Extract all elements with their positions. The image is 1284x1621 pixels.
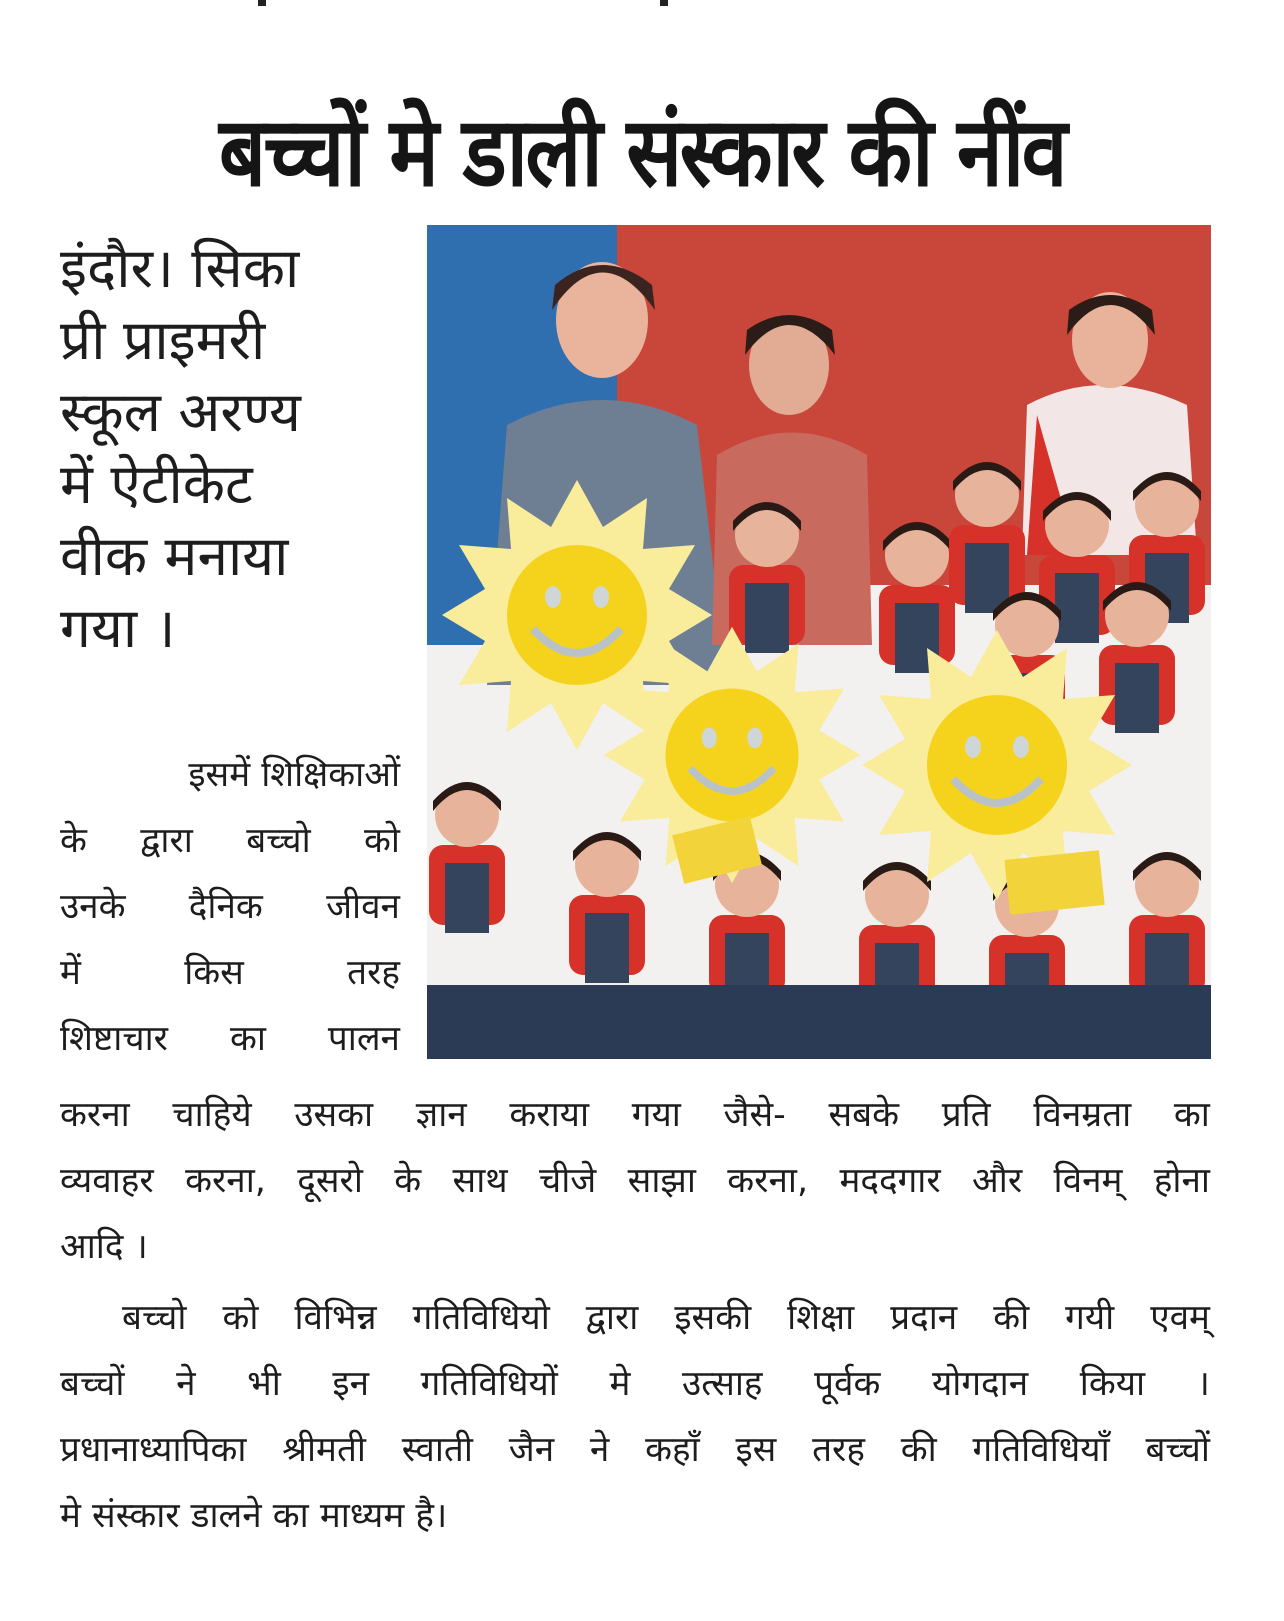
article-headline: बच्चों मे डाली संस्कार की नींव [218,96,1065,208]
lead-line: स्कूल अरण्य [60,380,301,444]
lead-line: प्री प्राइमरी [60,308,266,372]
paragraph-1-narrow [60,742,400,1072]
paragraph-line: व्यवाहर करना, दूसरो के साथ चीजे साझा करना, मददगार और विनम् होना [60,1161,1210,1201]
paragraph-1-wide [60,1082,1210,1280]
lead-line: इंदौर। सिका [60,236,300,300]
page-top-edge [0,0,1284,10]
lead-line: गया । [60,596,176,660]
lead-line: में ऐटीकेट [60,452,253,516]
paragraph-line: आदि । [60,1227,148,1267]
paragraph-line: इसमें शिक्षिकाओं [188,755,400,795]
article-photo [427,225,1211,1059]
paragraph-line: प्रधानाध्यापिका श्रीमती स्वाती जैन ने कहाँ इस तरह की गतिविधियाँ बच्चों [60,1430,1210,1470]
paragraph-2 [60,1285,1210,1549]
paragraph-line: बच्चों ने भी इन गतिविधियों मे उत्साह पूर्वक योगदान किया । [60,1364,1210,1404]
paragraph-line: में किस तरह [60,953,400,993]
paragraph-line: उनके दैनिक जीवन [60,887,400,927]
paragraph-line: मे संस्कार डालने का माध्यम है। [60,1496,448,1536]
paragraph-line: शिष्टाचार का पालन [60,1019,400,1059]
top-edge-mark [258,0,266,6]
top-edge-mark [660,0,668,6]
lead-line: वीक मनाया [60,524,289,588]
paragraph-line: करना चाहिये उसका ज्ञान कराया गया जैसे- सबके प्रति विनम्रता का [60,1095,1210,1135]
paragraph-line: के द्वारा बच्चो को [60,821,400,861]
article-lead [60,232,380,664]
paragraph-line: बच्चो को विभिन्न गतिविधियो द्वारा इसकी शिक्षा प्रदान की गयी एवम् [122,1298,1210,1338]
